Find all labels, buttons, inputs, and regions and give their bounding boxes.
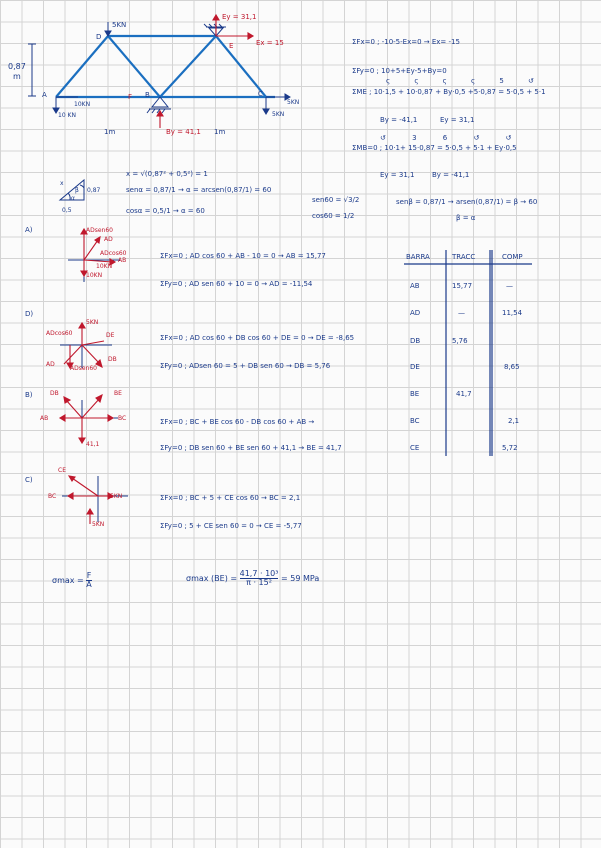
height-unit: m — [13, 72, 21, 81]
table-row-6-comp: 5,72 — [502, 444, 518, 452]
load-A2: 10 KN — [58, 112, 76, 119]
nodeC-eq2: ΣFy=0 ; 5 + CE sen 60 = 0 → CE = -5,77 — [160, 522, 302, 530]
table-header-comp: COMP — [502, 253, 523, 261]
eq-me-marks: ς ς ς ς 5 ↺ — [386, 77, 534, 85]
table-row-0-bar: AB — [410, 282, 420, 290]
nodeD-f6: DB — [108, 356, 117, 363]
tri-base: 0,5 — [62, 207, 72, 214]
table-row-0-comp: — — [506, 282, 513, 290]
beta-eq-alpha: β = α — [456, 214, 476, 222]
nodeB-f4: BC — [118, 415, 127, 422]
x-equation: x = √(0,87² + 0,5²) = 1 — [126, 170, 208, 178]
nodeB-eq2: ΣFy=0 ; DB sen 60 + BE sen 60 + 41,1 → BE = 41,7 — [160, 444, 342, 452]
eq-by: By = -41,1 — [380, 116, 418, 124]
table-row-5-comp: 2,1 — [508, 417, 520, 425]
nodeA-eq1: ΣFx=0 ; AD cos 60 + AB - 10 = 0 → AB = 15,77 — [160, 252, 326, 260]
stress-general — [52, 572, 92, 590]
table-row-1-comp: 11,54 — [502, 309, 523, 317]
sen-beta: senβ = 0,87/1 → arsen(0,87/1) = β → 60 — [396, 198, 538, 206]
table-header-barra: BARRA — [406, 253, 430, 261]
sbe-den: π · 15² — [246, 578, 272, 587]
table-row-1-tracc: — — [458, 309, 465, 317]
table-row-2-tracc: 5,76 — [452, 337, 468, 345]
load-C2: 5KN — [272, 111, 285, 118]
node-F-label: F — [128, 93, 133, 101]
table-row-2-bar: DB — [410, 337, 421, 345]
smax-label: σmax = — [52, 576, 84, 585]
nodeD-f1: 5KN — [86, 319, 99, 326]
table-row-0-tracc: 15,77 — [452, 282, 473, 290]
sen-alpha: senα = 0,87/1 → α = arcsen(0,87/1) = 60 — [126, 186, 272, 194]
nodeA-f6: 10KN — [86, 272, 103, 279]
smax-fraction — [86, 572, 91, 589]
table-row-1-bar: AD — [410, 309, 421, 317]
height-label: 0,87 — [8, 62, 26, 71]
table-row-3-comp: 8,65 — [504, 363, 520, 371]
ey-label: Ey = 31,1 — [222, 13, 257, 21]
node-A-label: A — [42, 91, 47, 99]
node-C-heading: C) — [25, 476, 33, 484]
nodeA-f2: AD — [104, 236, 113, 243]
nodeB-f2: BE — [114, 390, 122, 397]
node-E-label: E — [229, 42, 234, 50]
nodeD-eq2: ΣFy=0 ; ADsen 60 = 5 + DB sen 60 → DB = 5,76 — [160, 362, 331, 370]
table-row-4-bar: BE — [410, 390, 420, 398]
stress-be — [186, 570, 319, 588]
table-row-4-tracc: 41,7 — [456, 390, 472, 398]
nodeC-f2: BC — [48, 493, 57, 500]
support-E — [204, 24, 226, 36]
cos60: cos60 = 1/2 — [312, 212, 355, 220]
truss-drawing — [56, 36, 275, 97]
nodeD-eq1: ΣFx=0 ; AD cos 60 + DB cos 60 + DE = 0 → DE = -8,65 — [160, 334, 355, 342]
eq-ey: Ey = 31,1 — [440, 116, 475, 124]
fbd-node-B — [60, 400, 118, 442]
support-B — [147, 97, 171, 113]
load-D-label: 5KN — [112, 21, 127, 29]
nodeD-f2: ADcos60 — [46, 330, 73, 337]
member-BE — [160, 36, 216, 97]
ex-label: Ex = 15 — [256, 39, 284, 47]
sbe-result: = 59 MPa — [281, 574, 320, 583]
tri-beta: β — [75, 187, 79, 194]
cos-alpha: cosα = 0,5/1 → α = 60 — [126, 207, 205, 215]
tri-h: 0,87 — [87, 187, 101, 194]
nodeA-f3: ADcos60 — [100, 250, 127, 257]
load-A1: 10KN — [74, 101, 91, 108]
member-AD — [56, 36, 108, 97]
table-header-tracc: TRACC — [452, 253, 476, 261]
by-label: By = 41,1 — [166, 128, 201, 136]
smax-den: A — [86, 580, 92, 589]
load-C1: 5KN — [287, 99, 300, 106]
node-B-label: B — [145, 91, 150, 99]
nodeA-f5: 10KN — [96, 263, 113, 270]
nodeD-f5: ADsen60 — [70, 365, 97, 372]
eq-ey2: Ey = 31,1 — [380, 171, 415, 179]
nodeD-f3: DE — [106, 332, 115, 339]
tri-alpha: α — [71, 195, 75, 202]
eq-fx: ΣFx=0 ; -10-5-Ex=0 → Ex= -15 — [352, 38, 460, 46]
nodeC-f4: 5KN — [92, 521, 105, 528]
nodeA-f1: ADsen60 — [86, 227, 113, 234]
nodeD-f4: AD — [46, 361, 55, 368]
nodeB-eq1: ΣFx=0 ; BC + BE cos 60 - DB cos 60 + AB → — [160, 418, 315, 426]
eq-fy: ΣFy=0 ; 10+5+Ey-5+By=0 — [352, 67, 447, 75]
eq-mb: ΣMB=0 ; 10·1+ 15·0,87 = 5·0,5 + 5·1 + Ey·0,5 — [352, 144, 517, 152]
tri-x: x — [60, 180, 64, 187]
nodeB-f1: DB — [50, 390, 59, 397]
node-C-label: C — [258, 90, 263, 98]
nodeC-f1: CE — [58, 467, 66, 474]
node-B-heading: B) — [25, 391, 33, 399]
eq-mb-marks: ↺ 3 6 ↺ ↺ — [380, 134, 512, 142]
table-row-3-bar: DE — [410, 363, 420, 371]
node-D-heading: D) — [25, 310, 34, 318]
nodeA-eq2: ΣFy=0 ; AD sen 60 + 10 = 0 → AD = -11,54 — [160, 280, 313, 288]
sbe-num: 41,7 · 10³ — [239, 569, 279, 578]
nodeC-eq1: ΣFx=0 ; BC + 5 + CE cos 60 → BC = 2,1 — [160, 494, 301, 502]
nodeA-f4: AB — [118, 257, 127, 264]
nodeB-f3: AB — [40, 415, 49, 422]
node-A-heading: A) — [25, 226, 33, 234]
table-row-6-bar: CE — [410, 444, 420, 452]
node-D-label: D — [96, 33, 102, 41]
nodeB-f5: 41,1 — [86, 441, 100, 448]
nodeC-f3: 5KN — [110, 493, 123, 500]
table-row-5-bar: BC — [410, 417, 420, 425]
member-DB — [108, 36, 160, 97]
sbe-fraction — [240, 570, 279, 587]
sen60: sen60 = √3/2 — [312, 196, 360, 204]
sbe-label: σmax (BE) = — [186, 574, 238, 583]
smax-num: F — [86, 571, 92, 580]
eq-by2: By = -41,1 — [432, 171, 470, 179]
span2-label: 1m — [214, 128, 226, 136]
eq-me: ΣME ; 10·1,5 + 10·0,87 + By·0,5 +5·0,87 = 5·0,5 + 5·1 — [352, 88, 546, 96]
span1-label: 1m — [104, 128, 116, 136]
